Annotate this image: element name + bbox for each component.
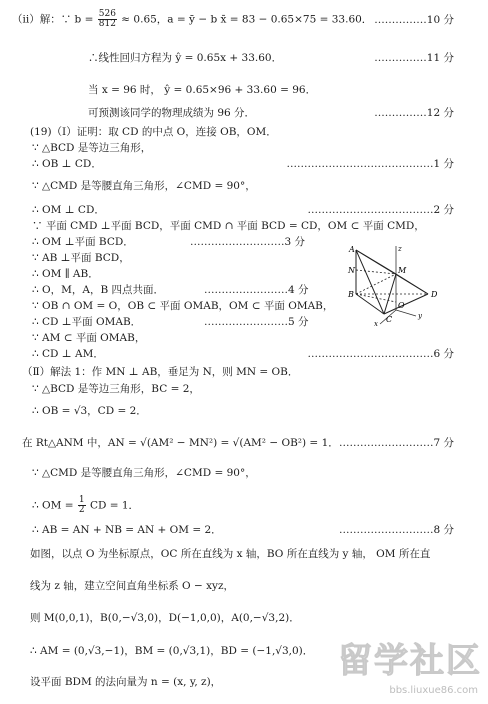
pyramid-figure (346, 244, 442, 328)
score-5: ……………………5 分 (204, 316, 309, 328)
label-b: B (348, 290, 354, 299)
part2-line-25: ∴ AB = AN + NB = AN + OM = 2． (32, 524, 222, 536)
part2-heading: （Ⅱ）解法 1：作 MN ⊥ AB，垂足为 N，则 MN = OB． (22, 366, 299, 378)
score-11: ……………11 分 (374, 52, 454, 64)
part2-line-22: 在 Rt△ANM 中，AN = √(AM² − MN²) = √(AM² − OB²) = 1． (22, 437, 339, 449)
site-watermark-url: bbs.liuxue86.com (389, 685, 478, 696)
edge-am (356, 250, 396, 274)
proof-line-17: ∵ AM ⊂ 平面 OMAB， (32, 332, 146, 344)
score-8: ………………………8 分 (338, 524, 454, 536)
proof-line-13: ∴ OM ∥ AB． (32, 268, 99, 280)
part2-line-20: ∵ △BCD 是等边三角形，BC = 2， (32, 383, 200, 395)
label-m: M (398, 266, 407, 275)
prediction-line: 当 x = 96 时， ŷ = 0.65×96 + 33.60 = 96． (88, 84, 317, 96)
label-o: O (398, 301, 405, 310)
part2-line-28: 则 M(0,0,1)，B(0,−√3,0)，D(−1,0,0)，A(0,−√3,2)． (30, 612, 300, 624)
part2-line-27: 线为 z 轴，建立空间直角坐标系 O − xyz， (30, 580, 235, 592)
score-7: ………………………7 分 (338, 437, 454, 449)
label-z: z (398, 245, 402, 253)
proof-line-6: ∵ △BCD 是等边三角形， (32, 142, 152, 154)
part2-line-21: ∴ OB = √3，CD = 2． (32, 405, 147, 417)
score-4: ……………………4 分 (204, 284, 309, 296)
part2-line-29: ∴ AM = (0,√3,−1)，BM = (0,√3,1)，BD = (−1,√3,0)． (30, 645, 314, 657)
proof-line-18: ∴ CD ⊥ AM． (32, 348, 104, 360)
part2-line-30: 设平面 BDM 的法向量为 n = (x, y, z)， (30, 676, 222, 688)
y-axis-line (396, 310, 416, 316)
regression-equation-line: ∴线性回归方程为 ŷ = 0.65x + 33.60． (88, 52, 283, 64)
proof-line-11: ∴ OM ⊥平面 BCD． (32, 236, 134, 248)
proof-line-7: ∴ OB ⊥ CD． (32, 158, 102, 170)
score-2: ………………………………2 分 (307, 204, 454, 216)
q19-proof-heading: (19)（Ⅰ）证明：取 CD 的中点 O，连接 OB，OM． (30, 126, 277, 138)
label-n: N (348, 266, 355, 275)
fraction-half: $\frac{1}{2}$ (78, 495, 85, 515)
fraction-b: $\frac{526}{812}$ (98, 9, 116, 29)
edge-bm (356, 274, 396, 294)
solution-line-b: （ii）解：∵ b = $\frac{526}{812}$ ≈ 0.65，a = ȳ − b x̄ = 83 − 0.65×75 = 33.60． (12, 9, 373, 29)
proof-line-16: ∴ CD ⊥平面 OMAB． (32, 316, 142, 328)
proof-line-14: ∴ O，M，A，B 四点共面． (32, 284, 165, 296)
edge-cd (384, 294, 428, 314)
score-3: ………………………3 分 (190, 236, 306, 248)
score-10: ……………10 分 (374, 14, 454, 26)
site-watermark-logo: 留学社区 (338, 641, 482, 681)
score-1: ……………………………………1 分 (286, 158, 454, 170)
label-x: x (374, 320, 378, 328)
label-a: A (349, 245, 355, 254)
proof-line-10: ∵ 平面 CMD ⊥平面 BCD，平面 CMD ∩ 平面 BCD = CD，OM ⊂ 平面 CMD， (32, 220, 425, 232)
label-y: y (418, 312, 422, 320)
proof-line-12: ∵ AB ⊥平面 BCD， (32, 252, 130, 264)
edge-md (396, 274, 428, 294)
proof-line-15: ∵ OB ∩ OM = O，OB ⊂ 平面 OMAB，OM ⊂ 平面 OMAB， (32, 300, 334, 312)
score-12: ……………12 分 (374, 107, 454, 119)
part2-line-24: ∴ OM = $\frac{1}{2}$ CD = 1． (32, 495, 140, 515)
part2-line-23: ∵ △CMD 是等腰直角三角形，∠CMD = 90°， (32, 467, 256, 479)
label-c: C (386, 315, 393, 324)
proof-line-8: ∵ △CMD 是等腰直角三角形，∠CMD = 90°， (32, 180, 256, 192)
part2-line-26: 如图，以点 O 为坐标原点，OC 所在直线为 x 轴，BO 所在直线为 y 轴， OM 所在直 (30, 548, 431, 560)
proof-line-9: ∴ OM ⊥ CD． (32, 204, 105, 216)
label-d: D (431, 290, 438, 299)
score-6: ………………………………6 分 (307, 348, 454, 360)
conclusion-line: 可预测该同学的物理成绩为 96 分． (88, 107, 256, 119)
